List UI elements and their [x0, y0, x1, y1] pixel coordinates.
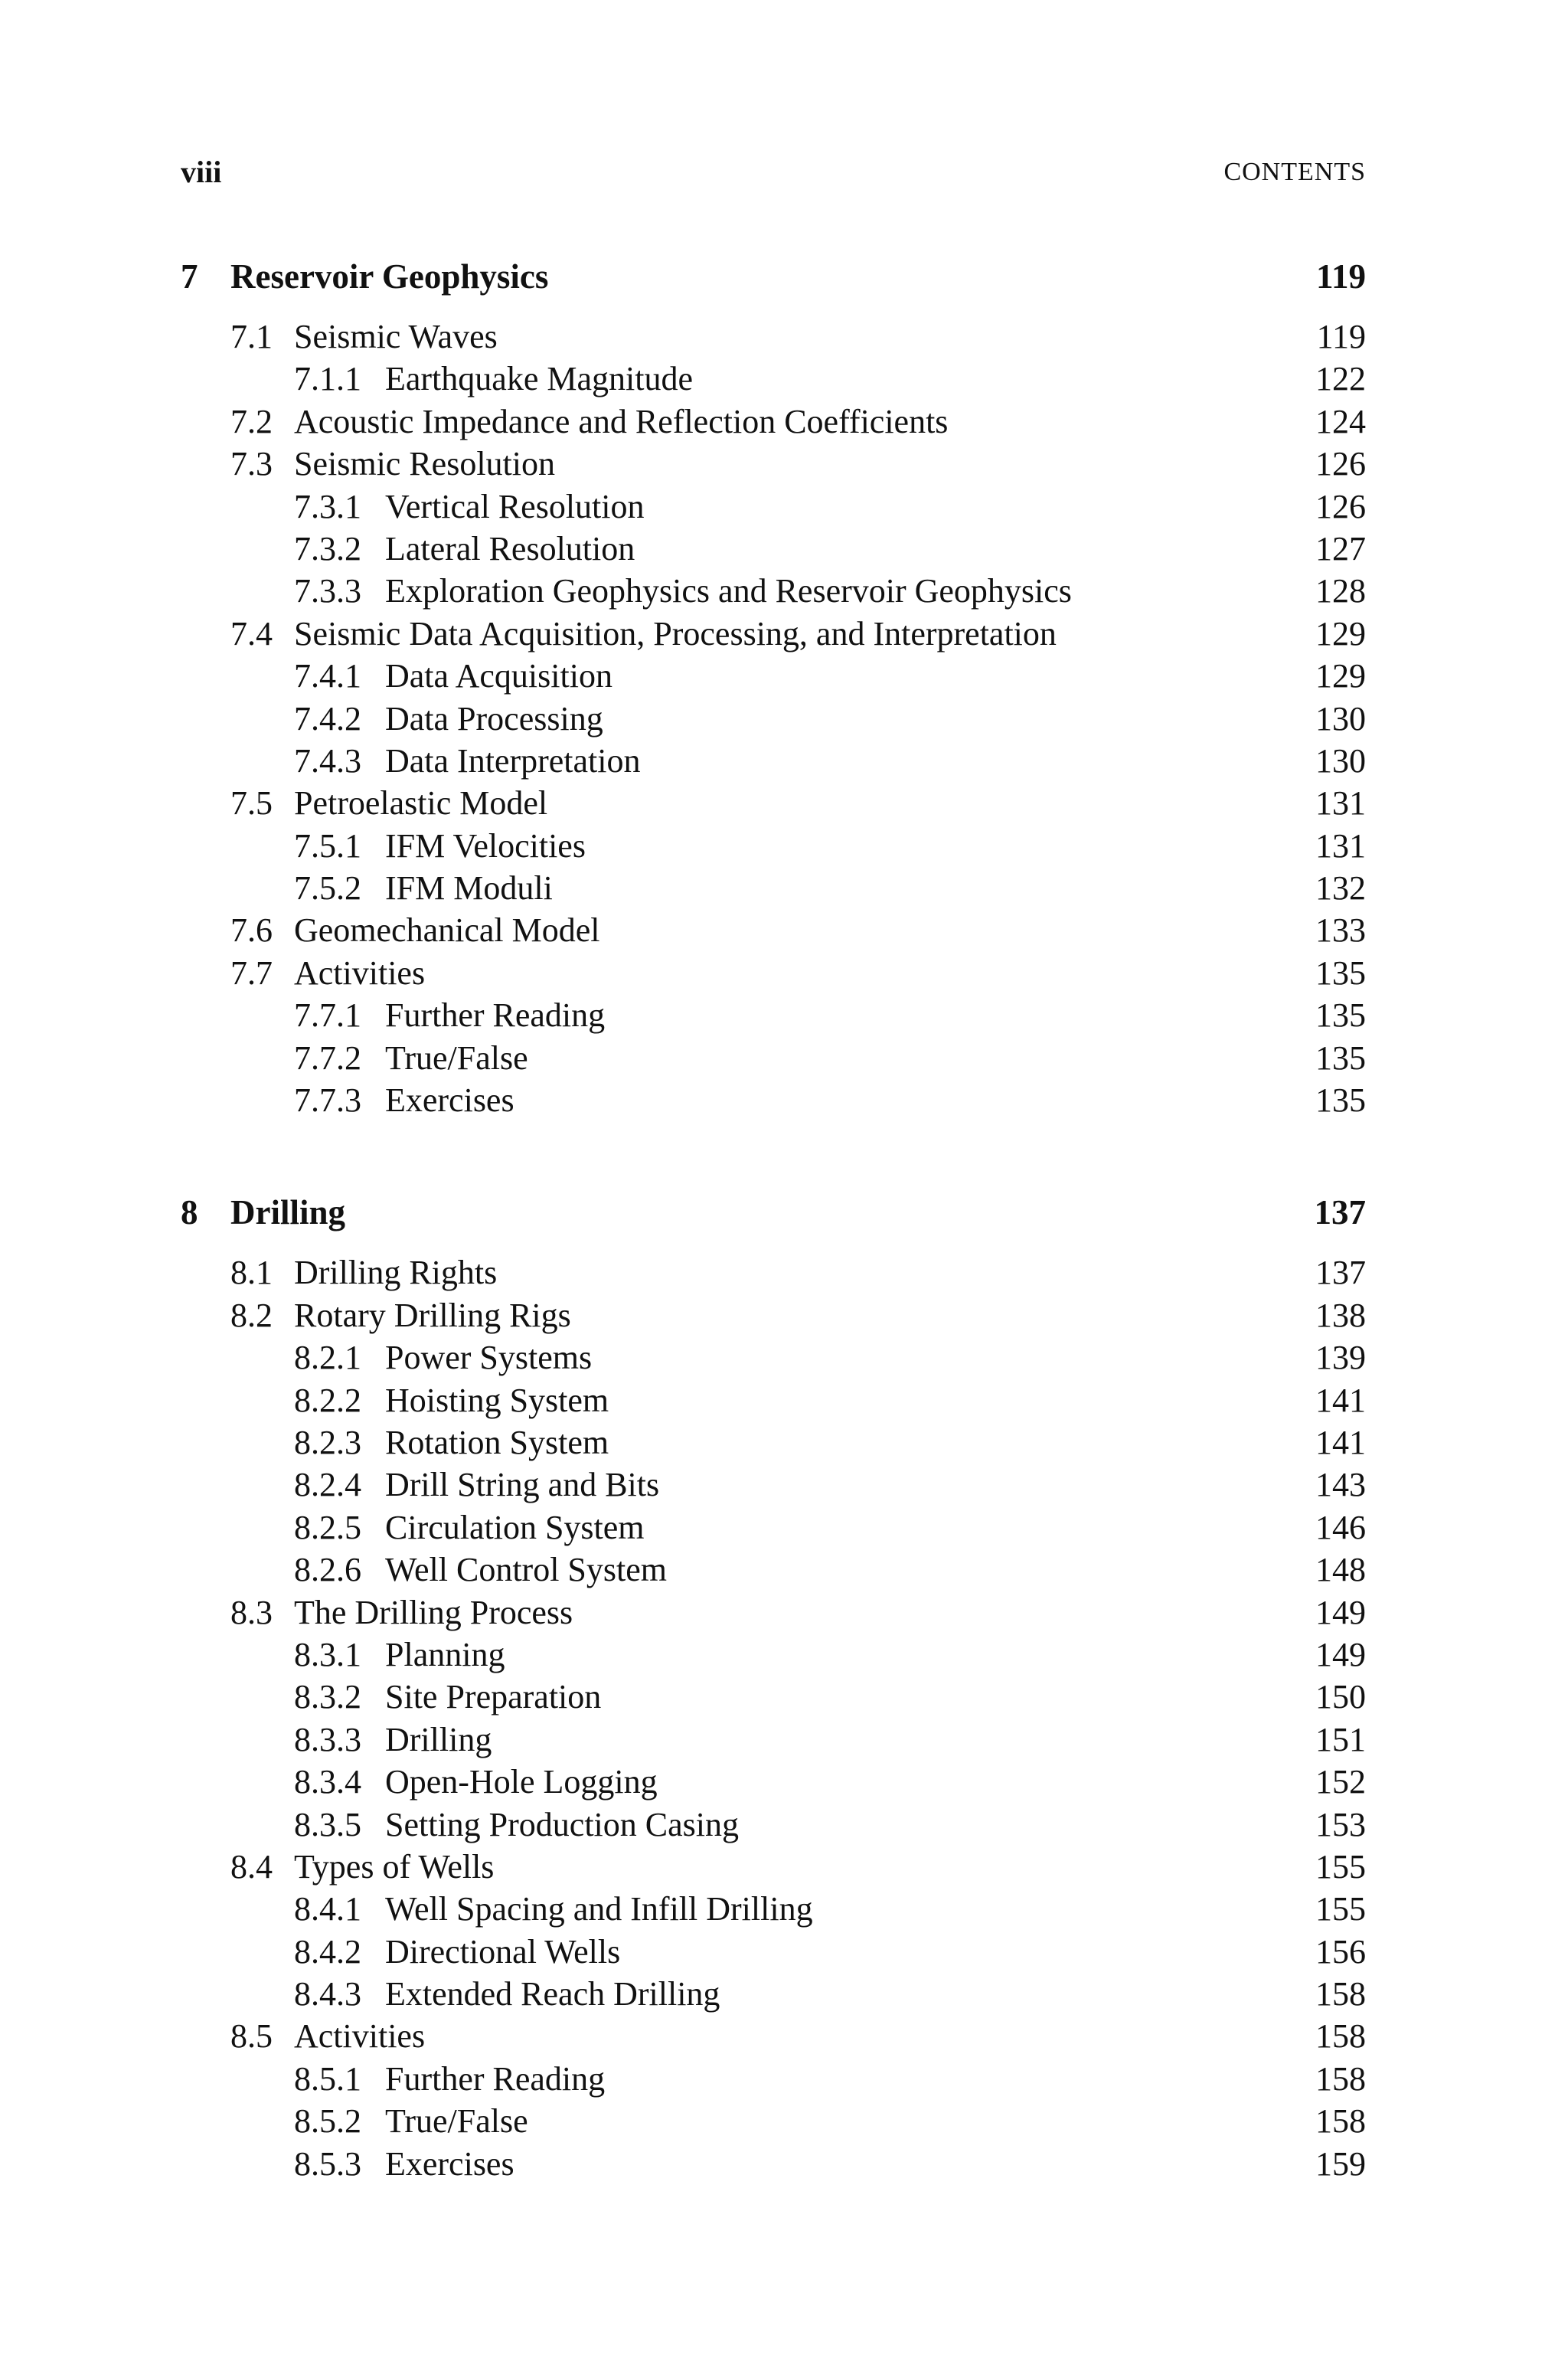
- entry-number: 8.4.3: [294, 1975, 361, 2013]
- entry-title: Exploration Geophysics and Reservoir Geophysics: [385, 572, 1072, 610]
- entry-number: 8.2.3: [294, 1423, 361, 1461]
- entry-number: 8.3: [230, 1593, 273, 1631]
- entry-number: 8.5.1: [294, 2059, 361, 2098]
- chapter-title: Reservoir Geophysics: [230, 257, 549, 296]
- entry-number: 8.5.2: [294, 2102, 361, 2141]
- subsection-entry: [181, 1634, 1366, 1676]
- subsection-entry: [181, 1761, 1366, 1803]
- entry-number: 8.4: [230, 1847, 273, 1886]
- entry-number: 8.2.4: [294, 1466, 361, 1504]
- page-number: viii: [181, 155, 222, 189]
- entry-number: 8.2.5: [294, 1508, 361, 1546]
- entry-title: Drill String and Bits: [385, 1466, 660, 1504]
- entry-page-number: 126: [1315, 445, 1366, 483]
- entry-page-number: 130: [1315, 699, 1366, 738]
- entry-title: Directional Wells: [385, 1932, 621, 1971]
- entry-page-number: 152: [1315, 1763, 1366, 1801]
- entry-title: Data Acquisition: [385, 657, 612, 695]
- subsection-entry: [181, 2058, 1366, 2100]
- entry-page-number: 135: [1315, 953, 1366, 992]
- entry-page-number: 155: [1315, 1890, 1366, 1928]
- subsection-entry: [181, 1506, 1366, 1549]
- entry-title: Seismic Waves: [294, 318, 498, 355]
- section-entry: [181, 909, 1366, 951]
- entry-page-number: 159: [1315, 2144, 1366, 2183]
- entry-number: 8.4.1: [294, 1890, 361, 1928]
- entry-page-number: 119: [1316, 318, 1366, 355]
- subsection-entry: [181, 1719, 1366, 1761]
- entry-page-number: 122: [1315, 360, 1366, 398]
- entry-title: Exercises: [385, 1081, 514, 1120]
- entry-number: 7.3.1: [294, 487, 361, 525]
- subsection-entry: [181, 1804, 1366, 1846]
- entry-page-number: 126: [1315, 487, 1366, 525]
- entry-title: Petroelastic Model: [294, 784, 548, 823]
- entry-number: 7.7.1: [294, 996, 361, 1035]
- subsection-entry: [181, 1549, 1366, 1591]
- section-entry: [181, 443, 1366, 485]
- entry-title: Extended Reach Drilling: [385, 1975, 720, 2013]
- entry-title: Rotary Drilling Rigs: [294, 1296, 571, 1334]
- entry-number: 7.7.3: [294, 1081, 361, 1120]
- entry-title: Hoisting System: [385, 1381, 609, 1419]
- subsection-entry: [181, 1379, 1366, 1421]
- entry-number: 7.7: [230, 953, 273, 992]
- entry-page-number: 132: [1315, 869, 1366, 908]
- subsection-entry: [181, 1336, 1366, 1379]
- entry-page-number: 150: [1315, 1678, 1366, 1716]
- entry-page-number: 133: [1315, 911, 1366, 950]
- entry-number: 8.3.5: [294, 1805, 361, 1843]
- chapter-heading: [181, 1189, 1366, 1236]
- entry-title: Activities: [294, 2017, 426, 2056]
- subsection-entry: [181, 825, 1366, 867]
- entry-title: Further Reading: [385, 2059, 606, 2098]
- section-entry: [181, 1251, 1366, 1294]
- chapter-heading: [181, 253, 1366, 300]
- running-header: [181, 153, 1366, 191]
- chapter-page-number: 119: [1315, 257, 1366, 296]
- entry-page-number: 155: [1315, 1847, 1366, 1886]
- subsection-entry: [181, 528, 1366, 570]
- entry-page-number: 149: [1315, 1635, 1366, 1673]
- entry-title: Well Spacing and Infill Drilling: [385, 1890, 813, 1928]
- subsection-entry: [181, 2100, 1366, 2142]
- section-entry: [181, 1591, 1366, 1634]
- entry-number: 7.3.3: [294, 572, 361, 610]
- entry-title: Circulation System: [385, 1508, 645, 1546]
- chapter-page-number: 137: [1314, 1193, 1366, 1232]
- entry-title: Earthquake Magnitude: [385, 360, 693, 398]
- entry-title: Further Reading: [385, 996, 606, 1035]
- subsection-entry: [181, 655, 1366, 697]
- section-entry: [181, 952, 1366, 994]
- subsection-entry: [181, 867, 1366, 909]
- entry-number: 7.4.2: [294, 699, 361, 738]
- entry-title: Rotation System: [385, 1423, 609, 1461]
- entry-title: Drilling Rights: [294, 1254, 498, 1292]
- entry-number: 7.3: [230, 445, 273, 483]
- entry-number: 7.2: [230, 402, 273, 440]
- entry-number: 8.2.6: [294, 1551, 361, 1589]
- subsection-entry: [181, 570, 1366, 612]
- entry-title: Planning: [385, 1635, 505, 1673]
- subsection-entry: [181, 1037, 1366, 1079]
- subsection-entry: [181, 1973, 1366, 2015]
- entry-page-number: 131: [1315, 826, 1366, 865]
- entry-page-number: 129: [1315, 657, 1366, 695]
- entry-page-number: 153: [1315, 1805, 1366, 1843]
- entry-number: 7.4.3: [294, 741, 361, 780]
- entry-page-number: 135: [1315, 1081, 1366, 1120]
- entry-page-number: 137: [1315, 1254, 1366, 1292]
- entry-number: 8.5.3: [294, 2144, 361, 2183]
- entry-title: Vertical Resolution: [385, 487, 645, 525]
- section-entry: [181, 613, 1366, 655]
- entry-page-number: 135: [1315, 996, 1366, 1035]
- entry-number: 8.3.1: [294, 1635, 361, 1673]
- entry-number: 7.7.2: [294, 1038, 361, 1077]
- entry-page-number: 141: [1315, 1381, 1366, 1419]
- section-entry: [181, 782, 1366, 824]
- section-entry: [181, 1294, 1366, 1336]
- entry-title: True/False: [385, 2102, 528, 2141]
- chapter-number: 7: [181, 257, 198, 296]
- entry-title: Seismic Resolution: [294, 445, 555, 483]
- entry-number: 7.3.2: [294, 529, 361, 567]
- entry-page-number: 130: [1315, 741, 1366, 780]
- subsection-entry: [181, 1079, 1366, 1121]
- entry-title: Geomechanical Model: [294, 911, 600, 950]
- entry-page-number: 146: [1315, 1508, 1366, 1546]
- entry-title: Lateral Resolution: [385, 529, 635, 567]
- entry-page-number: 151: [1315, 1720, 1366, 1758]
- entry-number: 7.1.1: [294, 360, 361, 398]
- entry-title: Seismic Data Acquisition, Processing, and Interpretation: [294, 614, 1057, 653]
- section-entry: [181, 2015, 1366, 2057]
- entry-title: Activities: [294, 953, 426, 992]
- subsection-entry: [181, 1931, 1366, 1973]
- entry-title: Types of Wells: [294, 1847, 495, 1886]
- entry-number: 7.4.1: [294, 657, 361, 695]
- entry-page-number: 139: [1315, 1339, 1366, 1377]
- subsection-entry: [181, 1464, 1366, 1506]
- entry-title: Acoustic Impedance and Reflection Coefficients: [294, 402, 949, 440]
- entry-title: Well Control System: [385, 1551, 668, 1589]
- entry-page-number: 156: [1315, 1932, 1366, 1971]
- entry-title: Open-Hole Logging: [385, 1763, 658, 1801]
- entry-page-number: 127: [1315, 529, 1366, 567]
- entry-number: 8.3.3: [294, 1720, 361, 1758]
- entry-page-number: 128: [1315, 572, 1366, 610]
- entry-title: Exercises: [385, 2144, 514, 2183]
- entry-page-number: 141: [1315, 1423, 1366, 1461]
- entry-page-number: 129: [1315, 614, 1366, 653]
- entry-title: Site Preparation: [385, 1678, 602, 1716]
- chapter-title: Drilling: [230, 1193, 346, 1232]
- entry-number: 8.5: [230, 2017, 273, 2056]
- entry-number: 8.2.2: [294, 1381, 361, 1419]
- entry-number: 7.5.1: [294, 826, 361, 865]
- entry-title: The Drilling Process: [294, 1593, 573, 1631]
- entry-number: 8.2.1: [294, 1339, 361, 1377]
- entry-number: 8.4.2: [294, 1932, 361, 1971]
- section-entry: [181, 316, 1366, 358]
- entry-number: 7.1: [230, 318, 273, 355]
- entry-page-number: 138: [1315, 1296, 1366, 1334]
- subsection-entry: [181, 1421, 1366, 1464]
- entry-number: 7.4: [230, 614, 273, 653]
- entry-number: 8.1: [230, 1254, 273, 1292]
- subsection-entry: [181, 486, 1366, 528]
- table-of-contents: [181, 253, 1366, 2185]
- entry-number: 8.3.2: [294, 1678, 361, 1716]
- entry-page-number: 131: [1315, 784, 1366, 823]
- entry-page-number: 149: [1315, 1593, 1366, 1631]
- subsection-entry: [181, 740, 1366, 782]
- entry-page-number: 158: [1315, 2017, 1366, 2056]
- running-title: CONTENTS: [1223, 158, 1366, 186]
- entry-page-number: 158: [1315, 2059, 1366, 2098]
- entry-title: Data Interpretation: [385, 741, 641, 780]
- entry-title: IFM Moduli: [385, 869, 553, 908]
- entry-page-number: 124: [1315, 402, 1366, 440]
- subsection-entry: [181, 2143, 1366, 2185]
- subsection-entry: [181, 994, 1366, 1036]
- subsection-entry: [181, 1888, 1366, 1930]
- entry-page-number: 148: [1315, 1551, 1366, 1589]
- chapter-number: 8: [181, 1193, 198, 1232]
- entry-title: Drilling: [385, 1720, 492, 1758]
- entry-number: 8.2: [230, 1296, 273, 1334]
- entry-page-number: 143: [1315, 1466, 1366, 1504]
- section-entry: [181, 401, 1366, 443]
- subsection-entry: [181, 358, 1366, 400]
- entry-title: True/False: [385, 1038, 528, 1077]
- entry-number: 8.3.4: [294, 1763, 361, 1801]
- contents-page: [181, 153, 1366, 2185]
- entry-number: 7.5.2: [294, 869, 361, 908]
- entry-page-number: 158: [1315, 1975, 1366, 2013]
- entry-number: 7.6: [230, 911, 273, 950]
- entry-page-number: 158: [1315, 2102, 1366, 2141]
- entry-title: Power Systems: [385, 1339, 593, 1377]
- entry-title: IFM Velocities: [385, 826, 586, 865]
- entry-number: 7.5: [230, 784, 273, 823]
- subsection-entry: [181, 1676, 1366, 1718]
- entry-page-number: 135: [1315, 1038, 1366, 1077]
- section-entry: [181, 1846, 1366, 1888]
- entry-title: Setting Production Casing: [385, 1805, 739, 1843]
- entry-title: Data Processing: [385, 699, 603, 738]
- subsection-entry: [181, 698, 1366, 740]
